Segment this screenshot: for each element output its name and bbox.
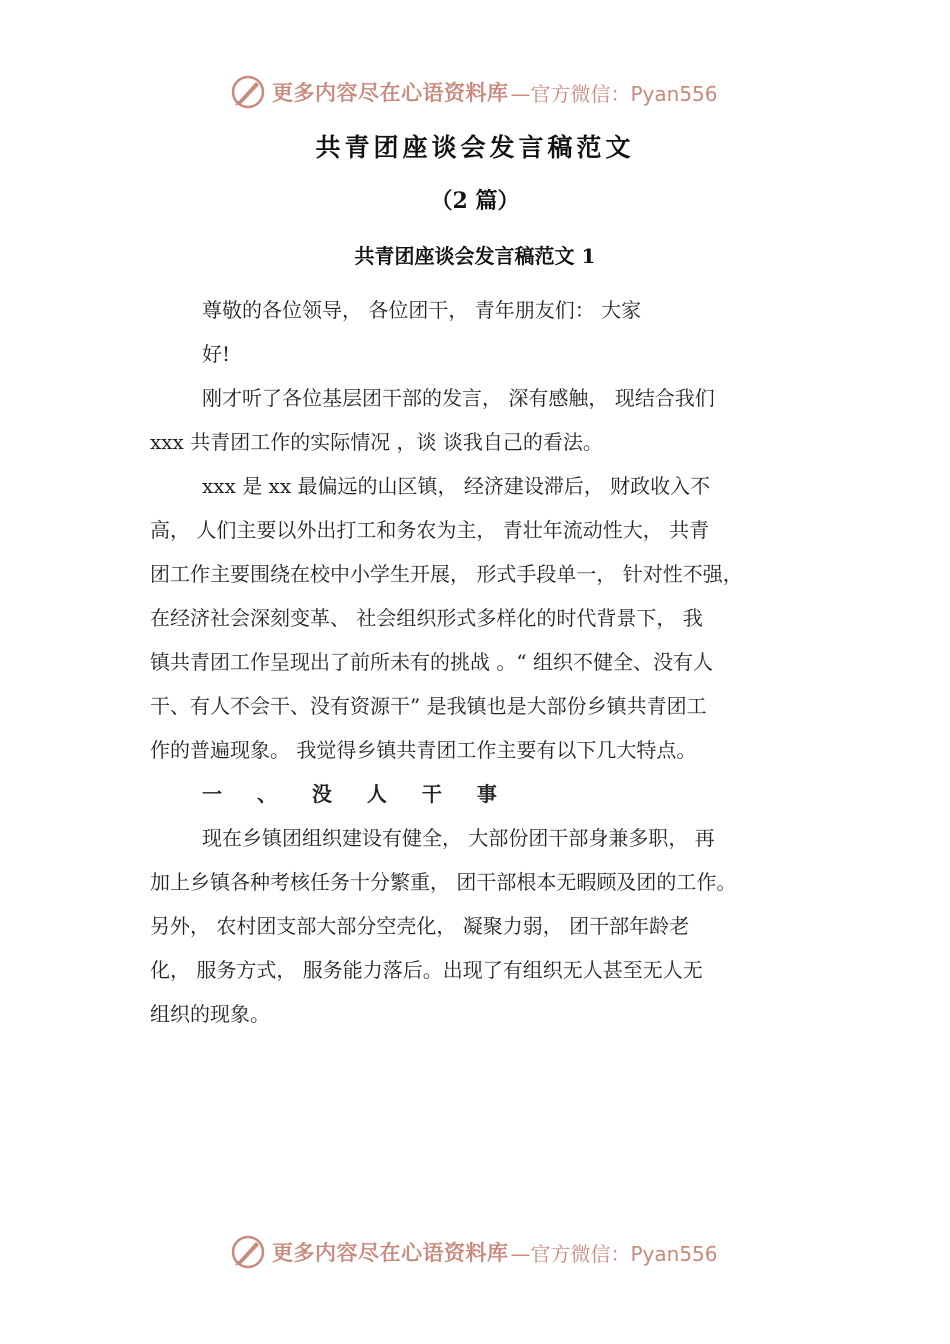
body-line: 干、有人不会干、没有资源干” 是我镇也是大部份乡镇共青团工 bbox=[150, 694, 707, 718]
quill-logo-icon bbox=[230, 1234, 266, 1270]
body-line: 刚才听了各位基层团干部的发言， 深有感触， 现结合我们 bbox=[202, 386, 715, 410]
watermark-brand-text: 更多内容尽在心语资料库 bbox=[272, 1240, 509, 1265]
body-line: 镇共青团工作呈现出了前所未有的挑战 。“ 组织不健全、没有人 bbox=[150, 650, 713, 674]
section-title: 共青团座谈会发言稿范文 1 bbox=[354, 244, 596, 268]
watermark-wechat-text: —官方微信：Pyan556 bbox=[510, 1241, 718, 1266]
body-line: 在经济社会深刻变革、 社会组织形式多样化的时代背景下， 我 bbox=[150, 606, 703, 630]
document-title: 共青团座谈会发言稿范文 bbox=[315, 133, 635, 162]
body-line: 现在乡镇团组织建设有健全， 大部份团干部身兼多职， 再 bbox=[202, 826, 715, 850]
body-line: xxx 共青团工作的实际情况 ，谈 谈我自己的看法。 bbox=[150, 430, 603, 454]
body-line: 作的普遍现象。 我觉得乡镇共青团工作主要有以下几大特点。 bbox=[150, 738, 697, 762]
body-line: 团工作主要围绕在校中小学生开展， 形式手段单一， 针对性不强， bbox=[150, 562, 743, 586]
quill-logo-icon bbox=[230, 74, 266, 110]
body-line: 好! bbox=[202, 342, 231, 366]
watermark-wechat-text: —官方微信：Pyan556 bbox=[510, 81, 718, 106]
body-line: 尊敬的各位领导， 各位团干， 青年朋友们： 大家 bbox=[202, 298, 642, 322]
body-line: 加上乡镇各种考核任务十分繁重， 团干部根本无暇顾及团的工作。 bbox=[150, 870, 737, 894]
watermark-banner-bottom bbox=[230, 1232, 750, 1272]
document-body bbox=[150, 288, 810, 1036]
body-line: 组织的现象。 bbox=[150, 1002, 270, 1026]
body-line: 化， 服务方式， 服务能力落后。出现了有组织无人甚至无人无 bbox=[150, 958, 703, 982]
watermark-brand-text: 更多内容尽在心语资料库 bbox=[272, 80, 509, 105]
section-heading: 一 、 没 人 干 事 bbox=[202, 782, 511, 806]
body-line: 高， 人们主要以外出打工和务农为主， 青壮年流动性大， 共青 bbox=[150, 518, 710, 542]
body-line: xxx 是 xx 最偏远的山区镇， 经济建设滞后， 财政收入不 bbox=[202, 474, 711, 498]
document-subtitle: （2 篇） bbox=[430, 188, 520, 214]
watermark-banner-top bbox=[230, 72, 750, 112]
body-line: 另外， 农村团支部大部分空壳化， 凝聚力弱， 团干部年龄老 bbox=[150, 914, 690, 938]
